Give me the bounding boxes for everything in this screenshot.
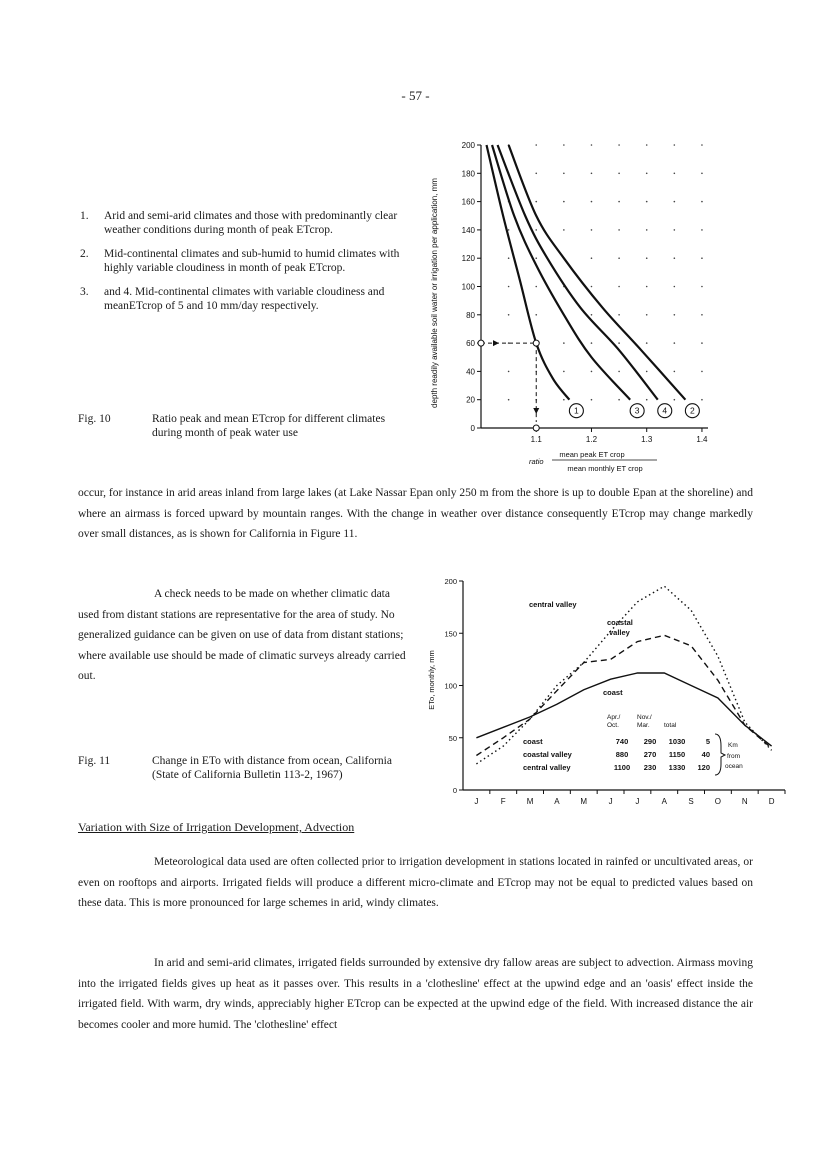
y-tick-label: 100 [444, 681, 457, 691]
y-tick-label: 80 [466, 310, 475, 320]
table-header: Nov./ [637, 714, 652, 721]
grid-dot [535, 173, 537, 175]
grid-dot [674, 314, 676, 316]
grid-dot [591, 286, 593, 288]
fig10-x-label-ratio: ratio [529, 457, 544, 466]
y-tick-label: 140 [461, 225, 475, 235]
curve-label: 2 [690, 405, 695, 416]
list-num: 3. [80, 286, 89, 298]
fig11-caption-text: Change in ETo with distance from ocean, California (State of California Bulletin 113-2, 1967) [152, 755, 392, 781]
grid-dot [618, 371, 620, 373]
series-label: central valley [529, 600, 577, 609]
grid-dot [508, 371, 510, 373]
y-tick-label: 150 [444, 629, 457, 639]
table-cell: 1150 [668, 750, 686, 759]
month-label: J [635, 797, 640, 806]
fig10-x-label-denominator: mean monthly ET crop [567, 464, 643, 473]
example-point [533, 340, 539, 346]
paragraph-occur: occur, for instance in arid areas inland from large lakes (at Lake Nassar Epan only 250 m from the shore is up to double Epan at the shoreline) and where an airmass is forced upward by mountain ranges. With the change in weather over distance consequently ETcrop may change markedly over small distances, as is shown for California in Figure 11. [78, 487, 753, 540]
series-label: coastal [607, 618, 633, 627]
grid-dot [674, 201, 676, 203]
grid-dot [646, 144, 648, 146]
section-heading: Variation with Size of Irrigation Development, Advection [78, 820, 355, 834]
grid-dot [646, 371, 648, 373]
grid-dot [701, 286, 703, 288]
grid-dot [508, 257, 510, 259]
grid-dot [563, 371, 565, 373]
paragraph-meteorological: Meteorological data used are often collected prior to irrigation development in stations located in rainfed or uncultivated areas, or even on rooftops and airports. Irrigated fields will produce a different micro-climate and ETcrop may not be equal to predicted values based on these data. This is more pronounced for large schemes in arid, windy climates. [78, 856, 753, 909]
month-label: F [500, 797, 506, 806]
table-cell: 1100 [613, 763, 631, 772]
fig10-caption-text: Ratio peak and mean ETcrop for different climates during month of peak water use [152, 413, 386, 439]
grid-dot [618, 314, 620, 316]
month-label: J [608, 797, 613, 806]
curve-4 [498, 145, 658, 400]
grid-dot [563, 173, 565, 175]
grid-dot [674, 257, 676, 259]
grid-dot [591, 144, 593, 146]
month-label: S [688, 797, 694, 806]
grid-dot [591, 399, 593, 401]
fig10-caption [78, 413, 398, 440]
table-cell: coast [523, 737, 543, 746]
list-item [80, 210, 410, 237]
month-label: A [661, 797, 667, 806]
series-label: valley [609, 628, 630, 637]
month-label: M [580, 797, 588, 806]
grid-dot [591, 229, 593, 231]
list-num: 2. [80, 248, 89, 260]
paragraph-advection: In arid and semi-arid climates, irrigated fields surrounded by extensive dry fallow areas are subject to advection. Airmass moving into the irrigated fields gives up heat as it passes over. This results in a 'clothesline' effect at the upwind edge and an 'oasis' effect inside the irrigated field. With warm, dry winds, appreciably higher ETcrop can be expected at the upwind edge of the field. With increased distance the air becomes cooler and more humid. The 'clothesline' effect [78, 957, 753, 1031]
grid-dot [618, 286, 620, 288]
table-cell: 1330 [668, 763, 686, 772]
grid-dot [508, 286, 510, 288]
grid-dot [563, 399, 565, 401]
grid-dot [618, 399, 620, 401]
grid-dot [701, 201, 703, 203]
grid-dot [646, 257, 648, 259]
table-cell: 1030 [668, 737, 686, 746]
month-label: M [526, 797, 534, 806]
table-cell: 5 [705, 737, 710, 746]
y-tick-label: 50 [448, 733, 457, 743]
list-text: Mid-continental climates and sub-humid to humid climates with highly variable cloudiness in month of peak ETcrop. [104, 248, 400, 274]
y-tick-label: 200 [461, 141, 475, 150]
grid-dot [646, 286, 648, 288]
grid-dot [701, 173, 703, 175]
page-number: - 57 - [401, 88, 430, 103]
brace-label: ocean [725, 763, 743, 770]
grid-dot [618, 342, 620, 344]
grid-dot [701, 371, 703, 373]
grid-dot [646, 342, 648, 344]
list-num: 1. [80, 210, 89, 222]
grid-dot [618, 257, 620, 259]
table-header: Mar. [637, 722, 650, 729]
grid-dot [701, 314, 703, 316]
grid-dot [591, 201, 593, 203]
grid-dot [646, 399, 648, 401]
series-line-coast [476, 673, 771, 746]
curve-2 [509, 145, 686, 400]
grid-dot [701, 399, 703, 401]
grid-dot [535, 229, 537, 231]
y-tick-label: 100 [461, 282, 475, 292]
table-cell: central valley [523, 763, 571, 772]
table-header: total [664, 722, 677, 729]
table-cell: 40 [701, 750, 710, 759]
table-cell: 740 [615, 737, 629, 746]
grid-dot [591, 371, 593, 373]
grid-dot [674, 229, 676, 231]
grid-dot [674, 173, 676, 175]
fig11-chart [415, 570, 815, 810]
month-label: D [768, 797, 775, 806]
grid-dot [563, 144, 565, 146]
y-tick-label: 0 [470, 424, 475, 433]
grid-dot [701, 144, 703, 146]
example-point-x [533, 425, 539, 431]
grid-dot [646, 229, 648, 231]
x-tick-label: 1.3 [641, 435, 653, 444]
grid-dot [591, 173, 593, 175]
fig10-climate-list [80, 210, 410, 324]
grid-dot [701, 229, 703, 231]
grid-dot [508, 229, 510, 231]
list-item [80, 248, 410, 275]
y-tick-label: 160 [461, 197, 475, 207]
month-label: A [554, 797, 560, 806]
grid-dot [563, 342, 565, 344]
grid-dot [535, 257, 537, 259]
series-label: coast [603, 688, 623, 697]
x-tick-label: 1.1 [530, 435, 542, 444]
y-tick-label: 120 [461, 254, 475, 264]
example-arrow-right [493, 340, 499, 346]
grid-dot [535, 314, 537, 316]
table-header: Apr./ [607, 714, 621, 721]
grid-dot [508, 314, 510, 316]
table-brace [715, 734, 725, 775]
grid-dot [701, 257, 703, 259]
list-text: Arid and semi-arid climates and those with predominantly clear weather conditions during month of peak ETcrop. [104, 210, 398, 236]
x-tick-label: 1.4 [696, 435, 708, 444]
fig11-caption [78, 755, 418, 782]
grid-dot [674, 342, 676, 344]
month-label: J [474, 797, 479, 806]
grid-dot [618, 229, 620, 231]
example-arrow-down [533, 408, 539, 414]
fig11-caption-label: Fig. 11 [78, 755, 111, 767]
grid-dot [591, 257, 593, 259]
fig11-y-axis-label: ETo, monthly, mm [427, 650, 436, 710]
table-cell: 120 [697, 763, 710, 772]
paragraph-check: A check needs to be made on whether climatic data used from distant stations are representative for the area of study. No generalized guidance can be given on use of data from distant stations; where available use should be made of climatic surveys already carried out. [78, 588, 406, 682]
y-tick-label: 60 [466, 339, 475, 349]
grid-dot [674, 144, 676, 146]
example-point-y [478, 340, 484, 346]
fig10-caption-label: Fig. 10 [78, 413, 111, 425]
table-cell: 290 [643, 737, 657, 746]
grid-dot [618, 173, 620, 175]
table-cell: 230 [643, 763, 657, 772]
curve-label: 4 [662, 405, 668, 416]
fig10-x-label-numerator: mean peak ET crop [559, 450, 625, 459]
month-label: N [741, 797, 748, 806]
grid-dot [508, 399, 510, 401]
fig10-chart [415, 135, 735, 480]
grid-dot [563, 229, 565, 231]
y-tick-label: 200 [444, 577, 457, 586]
brace-label: Km [728, 742, 738, 749]
curve-label: 1 [574, 405, 579, 416]
fig10-plot [462, 141, 708, 444]
y-tick-label: 40 [466, 367, 475, 377]
y-tick-label: 180 [461, 169, 475, 179]
table-header: Oct. [607, 722, 619, 729]
y-tick-label: 20 [466, 395, 475, 405]
grid-dot [674, 399, 676, 401]
grid-dot [618, 144, 620, 146]
grid-dot [618, 201, 620, 203]
x-tick-label: 1.2 [585, 435, 598, 444]
month-label: O [714, 797, 722, 806]
fig11-plot [444, 577, 785, 806]
brace-label: from [727, 753, 740, 760]
grid-dot [563, 201, 565, 203]
grid-dot [591, 342, 593, 344]
fig10-y-axis-label: depth readily available soil water or irrigation per application, mm [430, 178, 439, 408]
y-tick-label: 0 [452, 786, 457, 795]
list-item [80, 286, 410, 313]
list-text: and 4. Mid-continental climates with variable cloudiness and meanETcrop of 5 and 10 mm/day respectively. [104, 286, 385, 312]
curve-label: 3 [634, 405, 640, 416]
grid-dot [535, 286, 537, 288]
table-cell: 880 [615, 750, 629, 759]
grid-dot [591, 314, 593, 316]
grid-dot [535, 144, 537, 146]
grid-dot [646, 314, 648, 316]
grid-dot [646, 201, 648, 203]
grid-dot [674, 371, 676, 373]
grid-dot [674, 286, 676, 288]
grid-dot [701, 342, 703, 344]
grid-dot [535, 201, 537, 203]
table-cell: 270 [643, 750, 657, 759]
grid-dot [646, 173, 648, 175]
table-cell: coastal valley [523, 750, 572, 759]
